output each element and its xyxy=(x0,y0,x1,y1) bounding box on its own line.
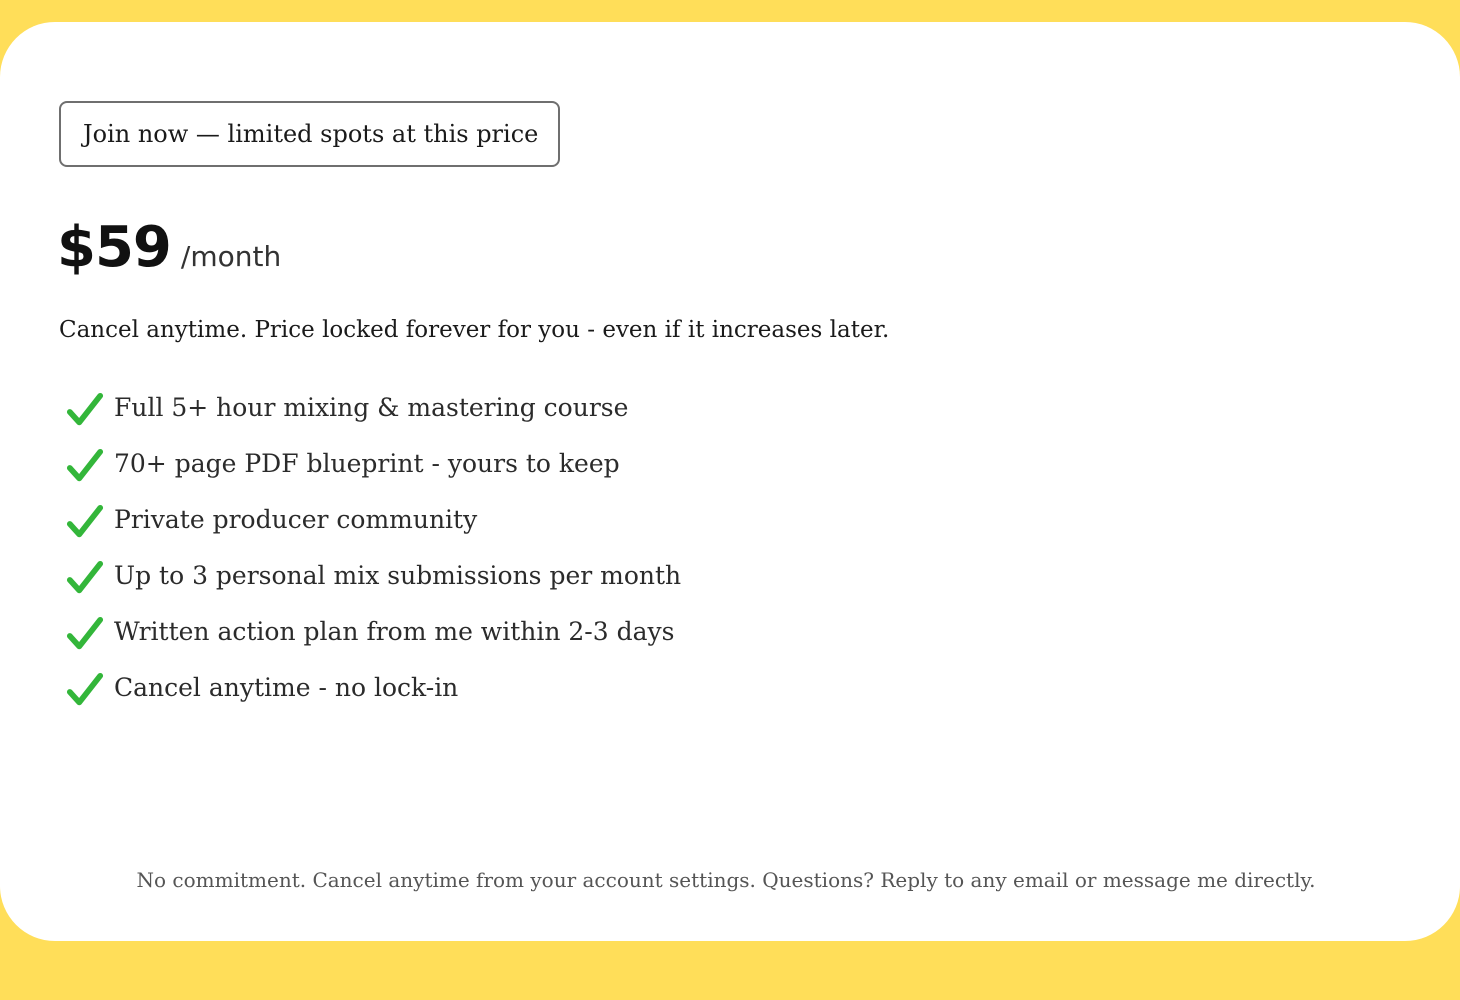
check-icon xyxy=(66,672,104,710)
check-icon xyxy=(66,392,104,430)
check-icon xyxy=(66,560,104,598)
price-subtitle: Cancel anytime. Price locked forever for you - even if it increases later. xyxy=(59,317,890,343)
check-icon xyxy=(66,448,104,486)
pricing-card xyxy=(0,22,1460,941)
price-period: /month xyxy=(180,240,282,273)
feature-item xyxy=(66,548,681,604)
feature-item xyxy=(66,492,681,548)
join-now-button[interactable]: Join now — limited spots at this price xyxy=(59,101,560,167)
price-amount: $59 xyxy=(57,215,171,280)
feature-label: Private producer community xyxy=(114,505,478,534)
feature-label: Full 5+ hour mixing & mastering course xyxy=(114,393,629,422)
feature-item xyxy=(66,660,681,716)
feature-label: 70+ page PDF blueprint - yours to keep xyxy=(114,449,620,478)
feature-label: Written action plan from me within 2-3 days xyxy=(114,617,675,646)
feature-item xyxy=(66,604,681,660)
price-row xyxy=(57,208,281,288)
feature-label: Cancel anytime - no lock-in xyxy=(114,673,459,702)
footer-note: No commitment. Cancel anytime from your account settings. Questions? Reply to any email or message me directly. xyxy=(136,868,1316,892)
feature-list xyxy=(66,380,681,716)
feature-label: Up to 3 personal mix submissions per month xyxy=(114,561,682,590)
feature-item xyxy=(66,380,681,436)
feature-item xyxy=(66,436,681,492)
check-icon xyxy=(66,504,104,542)
check-icon xyxy=(66,616,104,654)
